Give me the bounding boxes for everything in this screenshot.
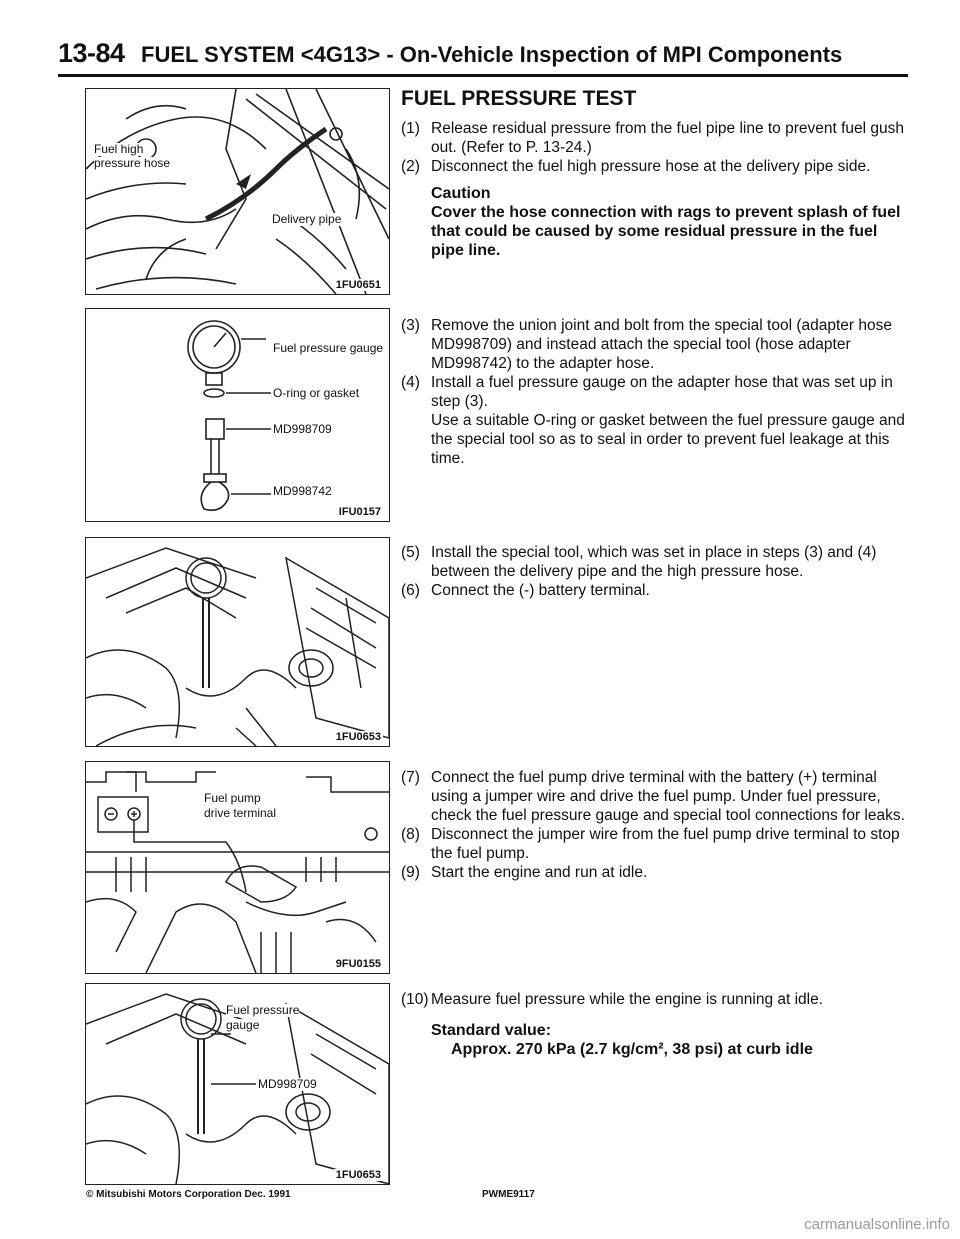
copyright: © Mitsubishi Motors Corporation Dec. 1991 bbox=[86, 1189, 291, 1200]
step-4: (4) Install a fuel pressure gauge on the adapter hose that was set up in step (3). bbox=[401, 374, 893, 410]
figure-measure-fuel-pressure bbox=[85, 983, 390, 1185]
figure-installed-gauge bbox=[85, 537, 390, 747]
block-steps-1-2 bbox=[401, 89, 906, 260]
step-10: (10) Measure fuel pressure while the engine is running at idle. bbox=[401, 991, 824, 1008]
figure-fuel-high-pressure-hose bbox=[85, 88, 390, 295]
figure-fuel-pressure-gauge-parts bbox=[85, 308, 390, 522]
page-number: 13-84 bbox=[58, 38, 125, 68]
figure-id: 1FU0651 bbox=[335, 279, 381, 291]
caution-text: Cover the hose connection with rags to prevent splash of fuel that could be caused by some residual pressure in the fuel pipe line. bbox=[431, 204, 901, 259]
page-title: FUEL SYSTEM <4G13> - On-Vehicle Inspection of MPI Components bbox=[141, 42, 843, 67]
label-fuel-high: Fuel high bbox=[94, 142, 144, 156]
step-1: (1) Release residual pressure from the fuel pipe line to prevent fuel gush out. (Refer to P. 13-24.) bbox=[401, 120, 905, 156]
standard-value: Approx. 270 kPa (2.7 kg/cm², 38 psi) at curb idle bbox=[451, 1041, 813, 1058]
label-fuel-pump: Fuel pump bbox=[204, 791, 261, 805]
document-code: PWME9117 bbox=[482, 1189, 535, 1200]
block-steps-7-9 bbox=[401, 768, 906, 882]
block-steps-3-4 bbox=[401, 316, 906, 468]
page-header bbox=[58, 38, 908, 77]
figure-id: 9FU0155 bbox=[335, 958, 381, 970]
step-5: (5) Install the special tool, which was set in place in steps (3) and (4) between the delivery pipe and the high pressure hose. bbox=[401, 544, 877, 580]
step-6: (6) Connect the (-) battery terminal. bbox=[401, 582, 650, 599]
label-drive-terminal: drive terminal bbox=[204, 806, 277, 820]
step-3: (3) Remove the union joint and bolt from the special tool (adapter hose MD998709) and instead attach the special tool (hose adapter MD998742) to the adapter hose. bbox=[401, 317, 892, 372]
label-md998742: MD998742 bbox=[273, 484, 332, 498]
label-o-ring-or-gasket: O-ring or gasket bbox=[273, 386, 360, 400]
figure-id: IFU0157 bbox=[338, 506, 381, 518]
label-gauge: gauge bbox=[226, 1018, 260, 1032]
step-4-note: Use a suitable O-ring or gasket between the fuel pressure gauge and the special tool so as to seal in order to prevent fuel leakage at this time. bbox=[431, 412, 905, 467]
label-fuel-pressure: Fuel pressure bbox=[226, 1003, 300, 1017]
label-pressure-hose: pressure hose bbox=[94, 156, 171, 170]
label-fuel-pressure-gauge: Fuel pressure gauge bbox=[273, 341, 384, 355]
step-9: (9) Start the engine and run at idle. bbox=[401, 864, 648, 881]
figure-id: 1FU0653 bbox=[335, 1169, 381, 1181]
installed-gauge-illustration bbox=[86, 538, 389, 746]
block-steps-5-6 bbox=[401, 543, 906, 600]
section-title: FUEL PRESSURE TEST bbox=[401, 87, 637, 110]
step-2: (2) Disconnect the fuel high pressure hose at the delivery pipe side. bbox=[401, 158, 871, 175]
block-step-10 bbox=[401, 990, 906, 1059]
engine-hose-illustration bbox=[86, 89, 389, 294]
caution-title: Caution bbox=[431, 185, 491, 202]
step-7: (7) Connect the fuel pump drive terminal with the battery (+) terminal using a jumper wire and drive the fuel pump. Under fuel pressure, check the fuel pressure gauge and special tool connections for leaks. bbox=[401, 769, 905, 824]
label-md998709: MD998709 bbox=[273, 422, 332, 436]
figure-fuel-pump-drive-terminal bbox=[85, 761, 390, 974]
figure-id: 1FU0653 bbox=[335, 731, 381, 743]
label-delivery-pipe: Delivery pipe bbox=[272, 212, 342, 226]
standard-value-title: Standard value: bbox=[431, 1022, 552, 1039]
watermark: carmanualsonline.info bbox=[804, 1216, 950, 1233]
label-md998709: MD998709 bbox=[258, 1077, 317, 1091]
step-8: (8) Disconnect the jumper wire from the fuel pump drive terminal to stop the fuel pump. bbox=[401, 826, 900, 862]
